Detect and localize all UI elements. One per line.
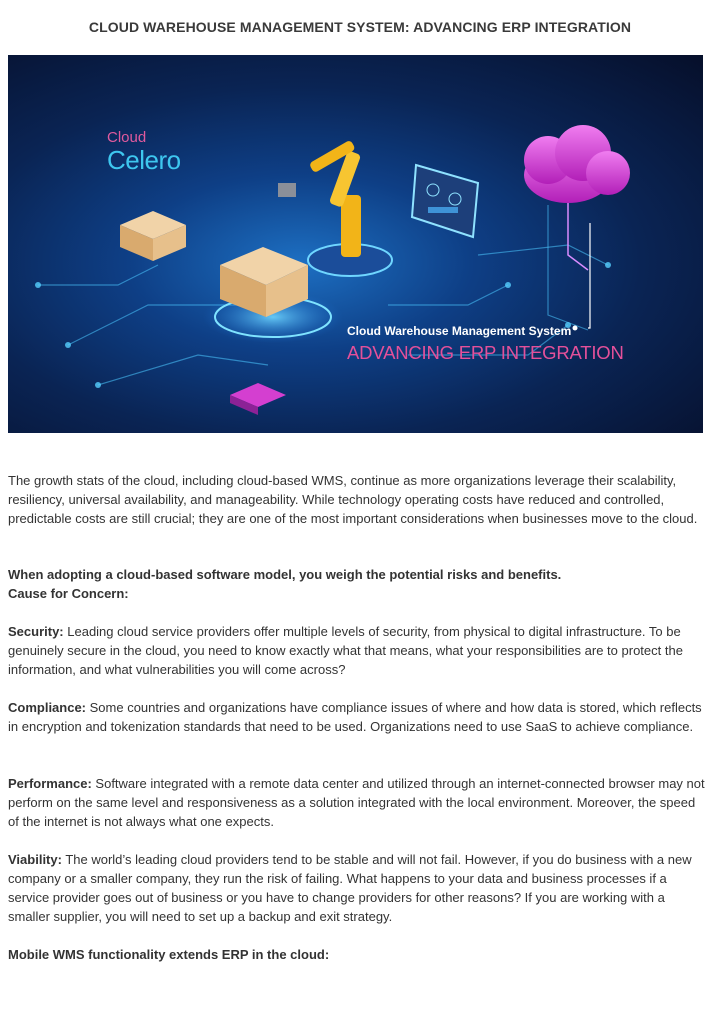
- hero-illustration: [8, 55, 703, 433]
- robot-arm: [278, 140, 361, 257]
- page-title: CLOUD WAREHOUSE MANAGEMENT SYSTEM: ADVANCING ERP INTEGRATION: [88, 19, 632, 35]
- logo-cloud-text: Cloud: [107, 129, 147, 146]
- cloud-connector: [568, 203, 588, 270]
- hero-caption: [347, 324, 624, 364]
- viability-label: Viability:: [8, 852, 62, 867]
- tablet-screen: [412, 165, 478, 237]
- security-paragraph: [8, 622, 708, 698]
- compliance-label: Compliance:: [8, 700, 87, 715]
- cardboard-box-small: [120, 211, 186, 261]
- compliance-paragraph: [8, 698, 708, 774]
- security-label: Security:: [8, 624, 64, 639]
- cloud-celero-logo: [107, 130, 181, 173]
- mobile-wms-heading: Mobile WMS functionality extends ERP in the cloud:: [8, 947, 330, 962]
- performance-label: Performance:: [8, 776, 92, 791]
- concern-heading: [8, 565, 708, 622]
- caption-connector: [588, 223, 590, 328]
- intro-paragraph: The growth stats of the cloud, including cloud-based WMS, continue as more organizations leverage their scalability, resiliency, universal availability, and manageability. While technology operating costs have reduced and controlled, predictable costs are still crucial; they are one of the most important considerations when businesses move to the cloud.: [8, 473, 698, 526]
- performance-text: Software integrated with a remote data center and utilized through an internet-connected browser may not perform on the same level and responsiveness as a solution integrated with the local environment. Moreover, the speed of the internet is not always what one expects.: [8, 776, 705, 829]
- viability-text: The world’s leading cloud providers tend to be stable and will not fail. However, if you do business with a new company or a smaller company, they run the risk of failing. What happens to your data and business processes if a service provider goes out of business or you have to change providers for other reasons? If you are working with a smaller supplier, you will need to set up a backup and exit strategy.: [8, 852, 692, 924]
- cloud-icon: [524, 125, 630, 203]
- chip-graphic: [230, 383, 286, 415]
- hero-caption-title: ADVANCING ERP INTEGRATION: [347, 342, 624, 363]
- security-text: Leading cloud service providers offer multiple levels of security, from physical to digital infrastructure. To be genuinely secure in the cloud, you need to know exactly what that means, what your responsibilities are to protect the information, and what vulnerabilities you will come across?: [8, 624, 683, 677]
- performance-paragraph: [8, 774, 708, 850]
- hero-caption-subtitle: Cloud Warehouse Management System: [347, 324, 572, 338]
- hero-image: [8, 55, 703, 433]
- concern-heading-line1: When adopting a cloud-based software model, you weigh the potential risks and benefits.: [8, 567, 562, 582]
- compliance-text: Some countries and organizations have compliance issues of where and how data is stored, which reflects in encryption and tokenization standards that need to be used. Organizations need to use SaaS to achieve compliance.: [8, 700, 702, 734]
- logo-celero-text: Celero: [107, 145, 181, 175]
- article-body: [8, 471, 708, 964]
- viability-paragraph: [8, 850, 708, 945]
- concern-heading-line2: Cause for Concern:: [8, 586, 129, 601]
